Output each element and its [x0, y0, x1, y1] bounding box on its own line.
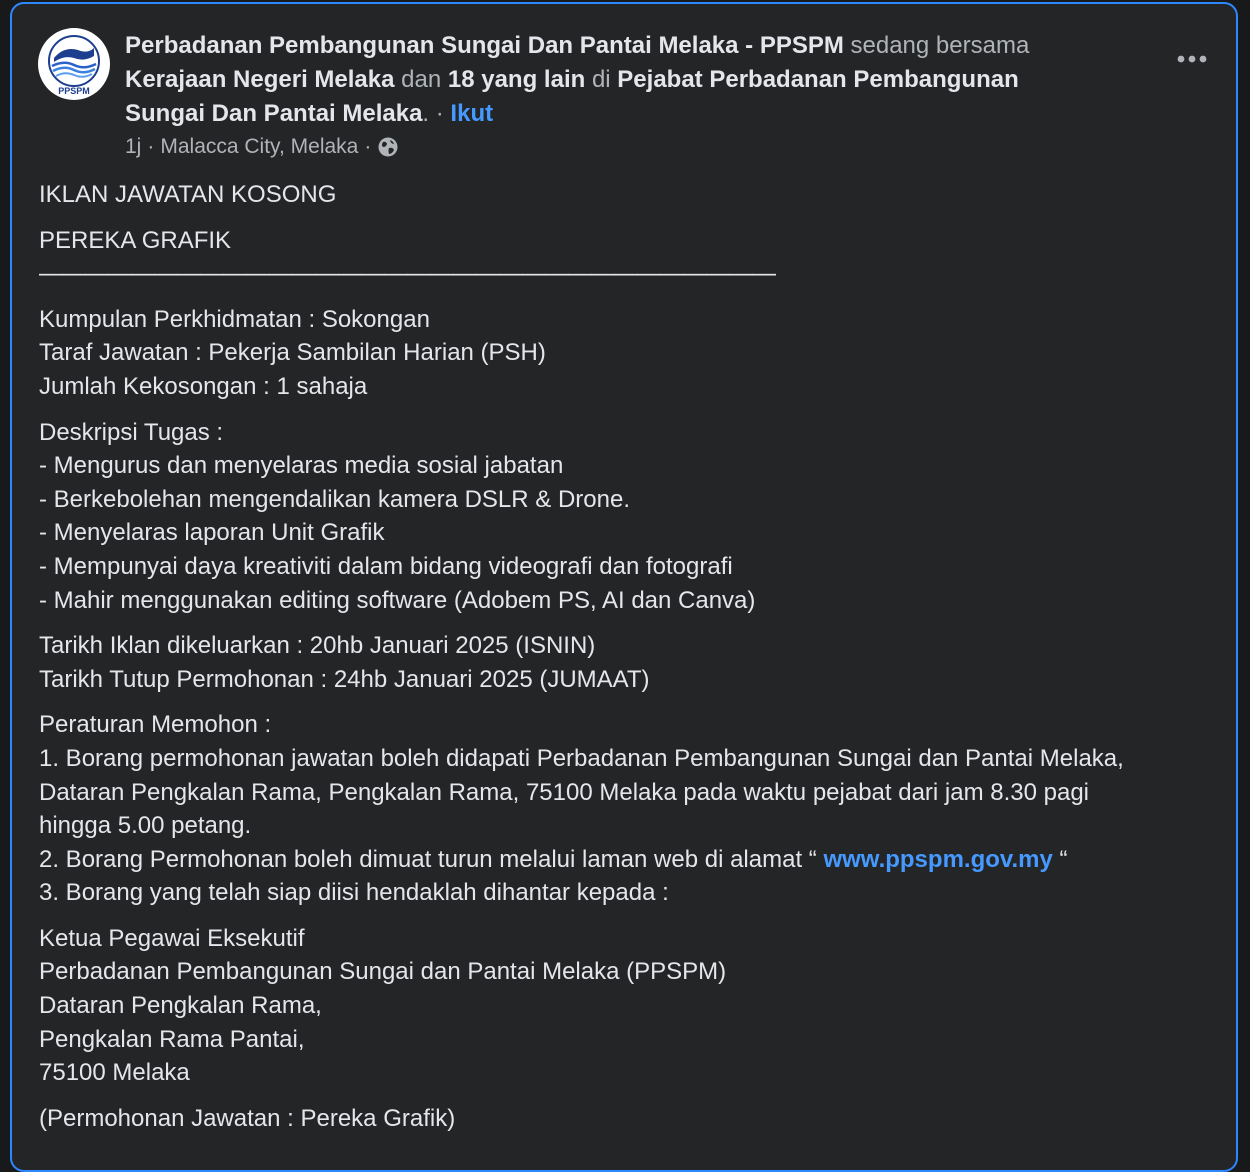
svg-text:PPSPM: PPSPM: [58, 86, 90, 96]
website-link[interactable]: www.ppspm.gov.my: [823, 845, 1053, 873]
more-options-button[interactable]: [1172, 44, 1212, 74]
post-header: [12, 4, 1236, 174]
and-text: dan: [401, 66, 442, 93]
address-line: Pengkalan Rama Pantai,: [39, 1025, 305, 1053]
address-line: Dataran Pengkalan Rama,: [39, 992, 322, 1020]
detail-line: Kumpulan Perkhidmatan : Sokongan: [39, 305, 430, 333]
detail-line: Jumlah Kekosongan : 1 sahaja: [39, 372, 368, 400]
rules-heading: Peraturan Memohon :: [39, 711, 272, 739]
duties-block: [39, 416, 1219, 618]
duty-item: - Mempunyai daya kreativiti dalam bidang videografi dan fotografi: [39, 552, 733, 580]
footer-note: (Permohonan Jawatan : Pereka Grafik): [39, 1104, 456, 1132]
duty-item: - Mengurus dan menyelaras media sosial jabatan: [39, 452, 564, 480]
rule-line: [39, 843, 1219, 877]
post-timestamp[interactable]: 1j: [125, 135, 142, 158]
page-avatar[interactable]: [38, 28, 110, 100]
globe-icon[interactable]: [377, 136, 399, 158]
post-attribution: [125, 29, 1105, 131]
tagged-page-link[interactable]: Kerajaan Negeri Melaka: [125, 66, 395, 93]
post-location[interactable]: Malacca City, Melaka: [160, 135, 359, 158]
meta-separator: ·: [147, 135, 155, 158]
page-name-link[interactable]: Perbadanan Pembangunan Sungai Dan Pantai Melaka - PPSPM: [125, 32, 844, 59]
date-line: Tarikh Iklan dikeluarkan : 20hb Januari 2025 (ISNIN): [39, 632, 596, 660]
tagged-others-link[interactable]: 18 yang lain: [447, 66, 586, 93]
duty-item: - Menyelaras laporan Unit Grafik: [39, 519, 385, 547]
duties-heading: Deskripsi Tugas :: [39, 418, 224, 446]
footer-note-block: [39, 1102, 1219, 1136]
text-divider: ————————————————————————————————: [39, 260, 775, 288]
date-line: Tarikh Tutup Permohonan : 24hb Januari 2025 (JUMAAT): [39, 665, 650, 693]
location-link[interactable]: Pejabat Perbadanan Pembangunan Sungai Dan Pantai Melaka: [125, 66, 1019, 127]
post-title: IKLAN JAWATAN KOSONG: [39, 181, 337, 208]
duty-item: - Berkebolehan mengendalikan kamera DSLR & Drone.: [39, 485, 630, 513]
position-block: [39, 224, 1219, 291]
post-card: [10, 2, 1238, 1172]
with-text: sedang bersama: [850, 32, 1030, 59]
address-line: Perbadanan Pembangunan Sungai dan Pantai Melaka (PPSPM): [39, 958, 727, 986]
address-line: 75100 Melaka: [39, 1059, 190, 1087]
address-line: Ketua Pegawai Eksekutif: [39, 924, 305, 952]
post-body: [39, 178, 1219, 1147]
post-meta: [125, 132, 399, 162]
more-horizontal-icon: [1177, 55, 1207, 63]
rule-line: Dataran Pengkalan Rama, Pengkalan Rama, 75100 Melaka pada waktu pejabat dari jam 8.30 pagi: [39, 778, 1089, 806]
details-block: [39, 303, 1219, 404]
at-text: di: [591, 66, 611, 93]
follow-button[interactable]: Ikut: [450, 100, 494, 127]
rule-line: hingga 5.00 petang.: [39, 812, 252, 840]
rules-block: [39, 708, 1219, 910]
duty-item: - Mahir menggunakan editing software (Adobem PS, AI dan Canva): [39, 586, 756, 614]
position-name: PEREKA GRAFIK: [39, 226, 232, 254]
meta-separator: ·: [364, 135, 372, 158]
rule-line: 1. Borang permohonan jawatan boleh didapati Perbadanan Pembangunan Sungai dan Pantai Melaka,: [39, 744, 1124, 772]
rule-2-prefix: 2. Borang Permohonan boleh dimuat turun melalui laman web di alamat “: [39, 845, 817, 873]
period-dot: . ·: [422, 100, 444, 127]
dates-block: [39, 629, 1219, 696]
rule-line: 3. Borang yang telah siap diisi hendaklah dihantar kepada :: [39, 879, 669, 907]
ppspm-logo-icon: [38, 28, 110, 100]
post-title-block: [39, 178, 1219, 212]
detail-line: Taraf Jawatan : Pekerja Sambilan Harian (PSH): [39, 339, 546, 367]
rule-2-suffix: “: [1059, 845, 1068, 873]
address-block: [39, 922, 1219, 1090]
